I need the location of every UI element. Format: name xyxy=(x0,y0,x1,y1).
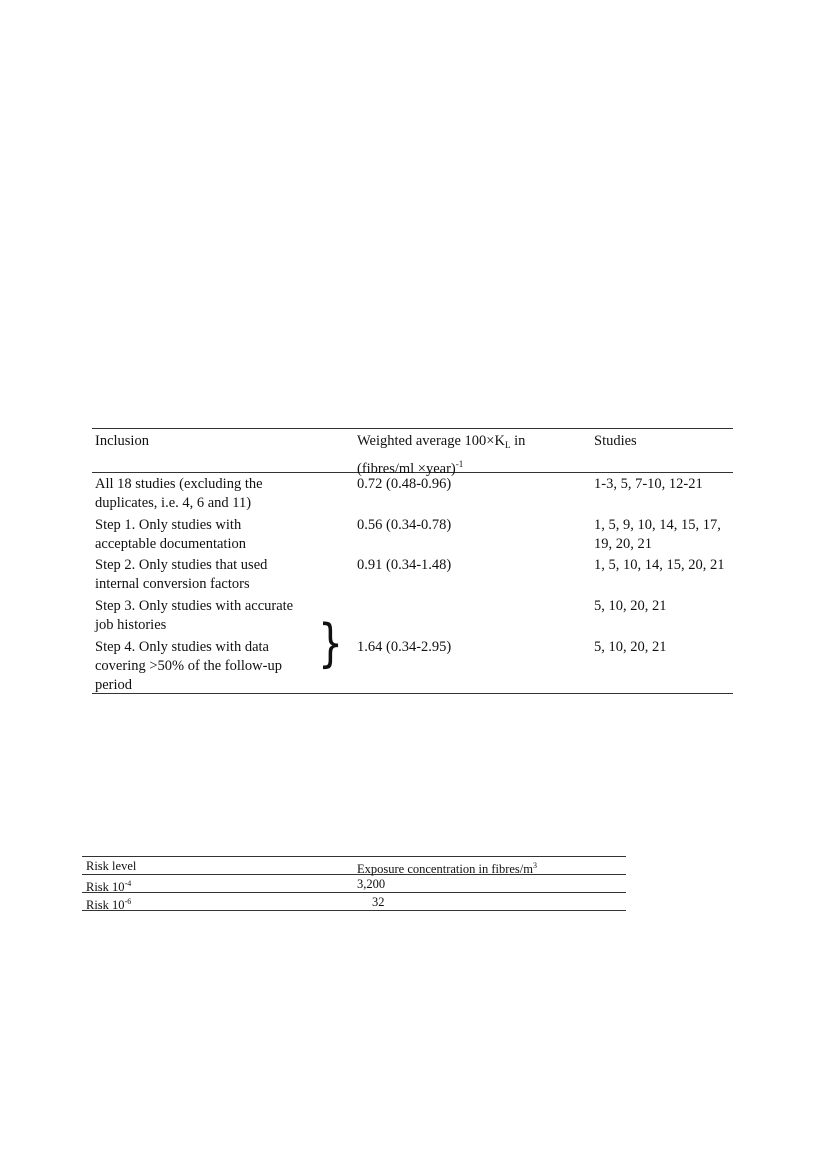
row-step2-studies: 1, 5, 10, 14, 15, 20, 21 xyxy=(594,557,725,573)
row-step4-weighted: 1.64 (0.34-2.95) xyxy=(357,639,452,655)
header-exposure-concentration: Exposure concentration in fibres/$m^3$ xyxy=(357,861,537,876)
exposure-value-cell: 3,200 xyxy=(357,877,386,891)
row-all-studies-inclusion: All 18 studies (excluding the duplicates, i.e. 4, 6 and 11) xyxy=(95,476,263,511)
table-row xyxy=(82,875,626,893)
row-all-studies-studies: 1-3, 5, 7-10, 12-21 xyxy=(594,476,703,492)
exposure-value-cell: 32 xyxy=(372,895,385,909)
row-step1-studies: 1, 5, 9, 10, 14, 15, 17, 19, 20, 21 xyxy=(594,517,721,552)
table-row xyxy=(82,893,626,910)
row-step2-inclusion: Step 2. Only studies that used internal conversion factors xyxy=(95,557,268,592)
risk-level-cell: Risk $10^{-4}$ xyxy=(86,879,132,894)
row-step1-inclusion: Step 1. Only studies with acceptable documentation xyxy=(95,517,246,552)
row-step4-inclusion: Step 4. Only studies with data covering >50% of the follow-up period xyxy=(95,639,282,693)
table-header xyxy=(92,429,733,477)
grouping-brace: } xyxy=(318,614,343,674)
header-inclusion: Inclusion xyxy=(95,433,149,449)
header-studies: Studies xyxy=(594,433,637,449)
row-step4-studies: 5, 10, 20, 21 xyxy=(594,639,667,655)
row-all-studies-weighted: 0.72 (0.48-0.96) xyxy=(357,476,452,492)
table-header xyxy=(82,857,626,875)
row-step3-inclusion: Step 3. Only studies with accurate job histories xyxy=(95,598,294,633)
header-weighted-average: Weighted average $100\times K_L$ in (fibres/ml ×year)$^{-1}$ xyxy=(357,433,526,477)
risk-exposure-table xyxy=(82,856,626,911)
header-risk-level: Risk level xyxy=(86,859,137,873)
row-step3-studies: 5, 10, 20, 21 xyxy=(594,598,667,614)
row-step1-weighted: 0.56 (0.34-0.78) xyxy=(357,517,452,533)
table-body xyxy=(92,473,733,693)
row-step2-weighted: 0.91 (0.34-1.48) xyxy=(357,557,452,573)
inclusion-steps-table xyxy=(92,428,733,694)
risk-level-cell: Risk $10^{-6}$ xyxy=(86,897,132,912)
